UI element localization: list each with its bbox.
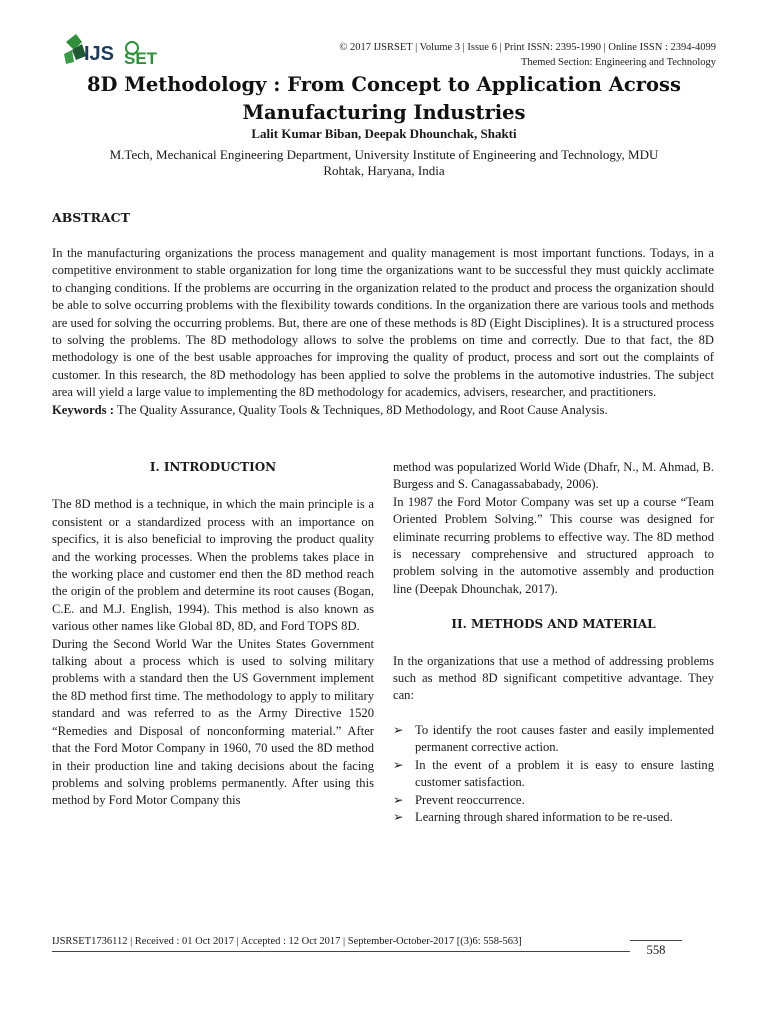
keywords-line xyxy=(52,402,714,419)
arrow-bullet-icon: ➢ xyxy=(393,757,404,772)
left-column xyxy=(52,459,374,810)
affiliation-line2: Rohtak, Haryana, India xyxy=(323,163,445,178)
affiliation-line1: M.Tech, Mechanical Engineering Department, University Institute of Engineering and Technology, MDU xyxy=(109,147,659,162)
journal-citation: © 2017 IJSRSET | Volume 3 | Issue 6 | Print ISSN: 2395-1990 | Online ISSN : 2394-4099 xyxy=(339,42,716,53)
paper-title-line1: 8D Methodology : From Concept to Application Across xyxy=(86,73,682,96)
paper-authors: Lalit Kumar Biban, Deepak Dhounchak, Shakti xyxy=(251,126,517,141)
paper-affiliation xyxy=(50,147,718,179)
list-item: ➢ Prevent reoccurrence. xyxy=(393,792,714,809)
list-item: ➢ To identify the root causes faster and easily implemented permanent corrective action. xyxy=(393,722,714,755)
list-item: ➢ In the event of a problem it is easy to ensure lasting customer satisfaction. xyxy=(393,757,714,790)
logo-text-left: IJS xyxy=(84,43,115,65)
intro-paragraph-4: In 1987 the Ford Motor Company was set up a course “Team Oriented Problem Solving.” This course was designed for eliminate recurring problems to effective way. The 8D method is necessary comprehensive and structured approach to problem solving in the automotive assembly and production line (Deepak Dhounchak, 2017). xyxy=(393,494,714,596)
keywords-label: Keywords : xyxy=(52,402,114,417)
arrow-bullet-icon: ➢ xyxy=(393,809,404,824)
intro-paragraph-2: During the Second World War the Unites States Government talking about a process which is used to solving military problems with a standard then the US Government implement the 8D method first time. The methodology to apply to military standard and was referred to as the Army Directive 1520 “Remedies and Disposal of nonconforming material.” After that the Ford Motor Company in 1960, 70 used the 8D method in their production line and taking decisions about the facing problems and solving problems permanently. After using this method by Ford Motor Company this xyxy=(52,636,374,808)
intro-paragraph-3: method was popularized World Wide (Dhafr, N., M. Ahmad, B. Burgess and S. Canagassababady, 2006). xyxy=(393,460,714,492)
right-column xyxy=(393,459,714,826)
methods-paragraph-1: In the organizations that use a method of addressing problems such as method 8D significant competitive advantage. They can: xyxy=(393,653,714,703)
page-number: 558 xyxy=(630,940,682,959)
methods-heading: II. METHODS AND MATERIAL xyxy=(451,617,656,632)
introduction-heading: I. INTRODUCTION xyxy=(149,460,277,474)
intro-paragraph-1: The 8D method is a technique, in which the main principle is a consistent or a standardized process with an importance on specifics, it is also beneficial to improving the product quality and the working processes. When the problems takes place in the working place and customer end then the 8D method reach the origin of the problem and determine its root causes (Bogan, C.E. and M.J. English, 1994). This method is also known as various other names like Global 8D, 8D, and Ford TOPS 8D. xyxy=(52,497,374,634)
methods-bullet-list xyxy=(393,722,714,826)
logo-emblem-icon xyxy=(62,30,172,72)
abstract-text: In the manufacturing organizations the process management and quality management is most important functions. Todays, in a competitive environment to stable organization for long time the organizations want to be successful they must quickly acclimate to changing conditions. If the problems are occurring in the organization related to the product and process the organization should be able to solve occurring problems with the flexibility towards conditions. In the organization there are various tools and methods are used for solving the occurring problems. But, there are one of these methods is 8D (Eight Disciplines). It is a structured process to solving the problems. The 8D methodology allows to solve the problems on time and correctly. Due to that fact, the 8D methodology is one of the best usable approaches for improving the quality of product, process and sort out the complaints of customer. In this research, the 8D methodology has been applied to solve the problems in the automotive industries. The subject area will yield a large value to implementing the 8D methodology for academics, advisers, researcher, and practitioners. xyxy=(52,246,714,400)
themed-section: Themed Section: Engineering and Technology xyxy=(520,57,716,68)
footer-divider xyxy=(52,951,630,952)
footer-text: IJSRSET1736112 | Received : 01 Oct 2017 | Accepted : 12 Oct 2017 | September-October-2017 [(3)6: 558-563] xyxy=(52,936,522,947)
list-item: ➢ Learning through shared information to be re-used. xyxy=(393,809,714,826)
abstract-body xyxy=(52,245,714,419)
abstract-heading: ABSTRACT xyxy=(52,210,130,225)
paper-title-line2: Manufacturing Industries xyxy=(242,101,526,124)
keywords-text: The Quality Assurance, Quality Tools & Techniques, 8D Methodology, and Root Cause Analysis. xyxy=(116,402,608,417)
journal-logo xyxy=(62,30,172,72)
arrow-bullet-icon: ➢ xyxy=(393,722,404,737)
logo-text-right: SET xyxy=(124,49,158,68)
arrow-bullet-icon: ➢ xyxy=(393,792,404,807)
